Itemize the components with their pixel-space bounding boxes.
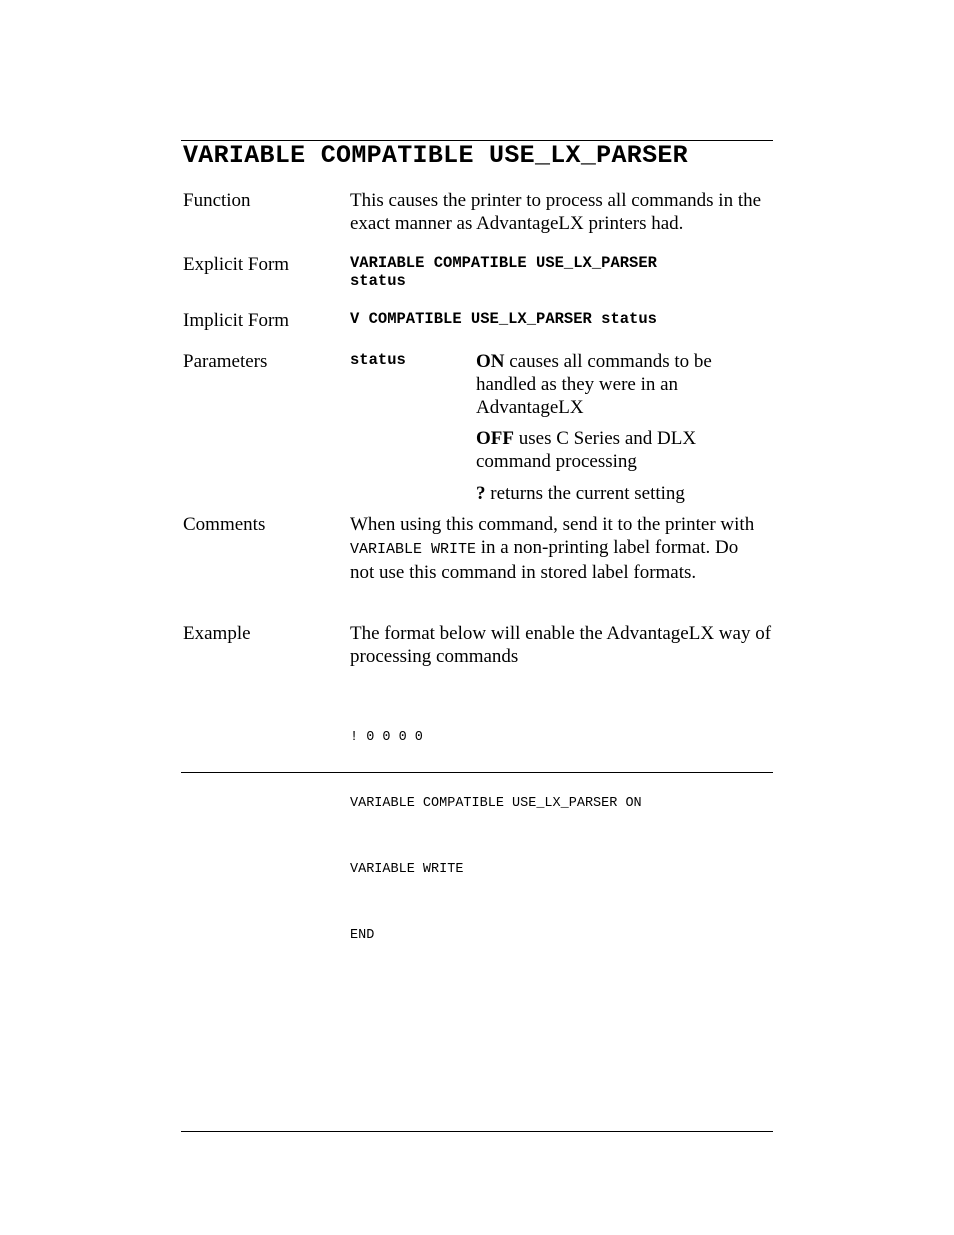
example-text: The format below will enable the AdvantageLX way of processing commands bbox=[350, 623, 772, 667]
code-line: END bbox=[350, 928, 375, 943]
footer-rule bbox=[181, 1131, 773, 1132]
param-option-key: ? bbox=[476, 483, 486, 504]
parameters-label: Parameters bbox=[183, 351, 268, 372]
implicit-form-label: Implicit Form bbox=[183, 310, 290, 331]
comments-text bbox=[350, 513, 760, 584]
function-label: Function bbox=[183, 190, 251, 211]
param-option-text: uses C Series and DLX command processing bbox=[476, 428, 697, 472]
page-title: VARIABLE COMPATIBLE USE_LX_PARSER bbox=[183, 141, 688, 170]
comments-inline-code: VARIABLE WRITE bbox=[350, 541, 477, 558]
param-option-query bbox=[476, 482, 736, 505]
comments-label: Comments bbox=[183, 514, 266, 535]
explicit-form-line2: status bbox=[350, 272, 406, 290]
function-text: This causes the printer to process all commands in the exact manner as AdvantageLX printers had. bbox=[350, 190, 762, 234]
example-label: Example bbox=[183, 623, 251, 644]
explicit-form-line1: VARIABLE COMPATIBLE USE_LX_PARSER bbox=[350, 254, 657, 272]
code-line: ! 0 0 0 0 bbox=[350, 730, 423, 745]
parameter-name: status bbox=[350, 351, 406, 369]
comments-text-before: When using this command, send it to the printer with bbox=[350, 514, 755, 535]
explicit-form-syntax bbox=[350, 254, 657, 290]
comments-text-after: in a non-printing label format. Do not use this command in stored label formats. bbox=[350, 537, 739, 583]
code-line: VARIABLE WRITE bbox=[350, 862, 464, 877]
param-option-text: returns the current setting bbox=[485, 483, 685, 504]
example-code-block bbox=[350, 683, 642, 969]
code-line: VARIABLE COMPATIBLE USE_LX_PARSER ON bbox=[350, 796, 642, 811]
param-option-key: ON bbox=[476, 351, 505, 372]
explicit-form-label: Explicit Form bbox=[183, 254, 290, 275]
param-option-text: causes all commands to be handled as they were in an AdvantageLX bbox=[476, 351, 712, 418]
param-option-key: OFF bbox=[476, 428, 514, 449]
param-option-off bbox=[476, 427, 736, 473]
section-bottom-rule bbox=[181, 772, 773, 773]
param-option-on bbox=[476, 350, 736, 419]
implicit-form-syntax: V COMPATIBLE USE_LX_PARSER status bbox=[350, 310, 657, 328]
